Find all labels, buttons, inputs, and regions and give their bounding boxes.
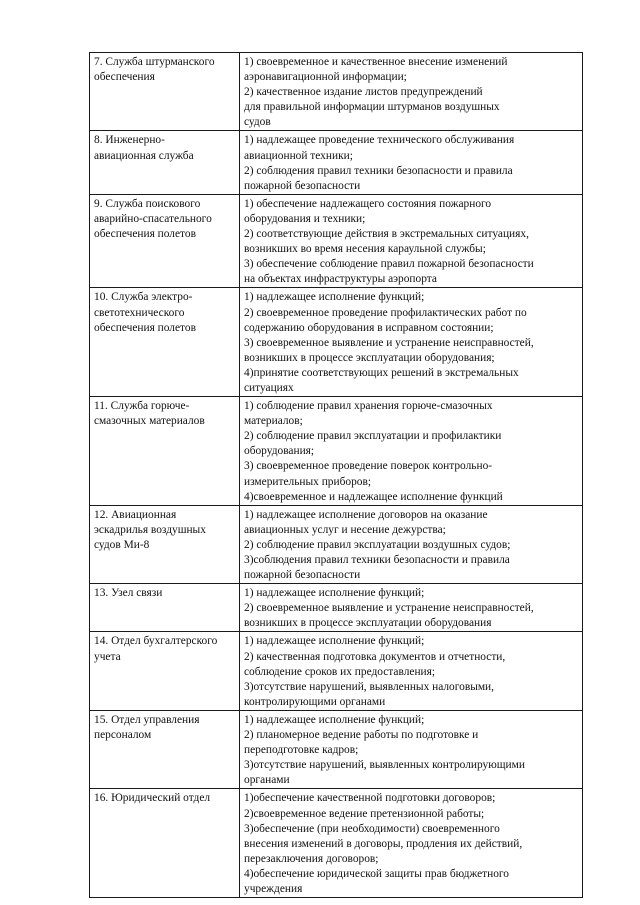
duties-cell (240, 131, 583, 194)
duty-line: 4)обеспечение юридической защиты прав бюджетного (244, 867, 510, 880)
department-line: 11. Служба горюче- (94, 400, 190, 413)
duties-cell (240, 710, 583, 788)
duty-line: 2) качественное издание листов предупреждений (244, 86, 483, 99)
duty-line: 3) своевременное проведение поверок контрольно- (244, 460, 493, 473)
duty-line: 1) обеспечение надлежащего состояния пожарного (244, 197, 492, 210)
duty-line: 1) надлежащее исполнение договоров на оказание (244, 508, 488, 521)
duty-line: 2) качественная подготовка документов и отчетности, (244, 650, 506, 663)
duty-line: на объектах инфраструктуры аэропорта (244, 273, 437, 286)
duty-line: пожарной безопасности (244, 179, 361, 192)
duty-line: 1) своевременное и качественное внесение изменений (244, 56, 508, 68)
duty-line: пожарной безопасности (244, 569, 361, 582)
department-line: 9. Служба поискового (94, 197, 201, 210)
duty-line: аэронавигационной информации; (244, 71, 407, 84)
duty-line: 3)обеспечение (при необходимости) своевременного (244, 822, 500, 835)
duties-cell (240, 789, 583, 898)
duties-cell (240, 632, 583, 710)
duty-line: перезаключения договоров; (244, 852, 379, 865)
department-line: 13. Узел связи (94, 587, 163, 600)
department-line: авиационная служба (94, 149, 194, 162)
department-line: обеспечения (94, 71, 155, 84)
duty-line: 2) соответствующие действия в экстремальных ситуациях, (244, 228, 529, 241)
duty-line: 2)своевременное ведение претензионной работы; (244, 807, 485, 820)
department-line: 15. Отдел управления (94, 713, 200, 726)
duty-line: возникших в процессе эксплуатации оборудования (244, 617, 492, 630)
duties-cell (240, 584, 583, 632)
department-line: 7. Служба штурманского (94, 56, 215, 68)
department-line: персоналом (94, 729, 152, 742)
duties-cell (240, 288, 583, 397)
duty-line: оборудования; (244, 445, 315, 458)
duty-line: 2) своевременное проведение профилактических работ по (244, 306, 527, 319)
table-row (90, 53, 583, 131)
department-line: обеспечения полетов (94, 228, 196, 241)
duty-line: авиационной техники; (244, 149, 353, 162)
duties-cell (240, 505, 583, 583)
department-line: 12. Авиационная (94, 508, 177, 521)
duty-line: 2) планомерное ведение работы по подготовке и (244, 729, 479, 742)
duty-line: 3) своевременное выявление и устранение неисправностей, (244, 336, 534, 349)
duties-cell (240, 194, 583, 288)
department-line: учета (94, 650, 121, 663)
duty-line: авиационных услуг и несение дежурства; (244, 523, 446, 536)
duty-line: переподготовке кадров; (244, 744, 359, 757)
duty-line: 2) своевременное выявление и устранение неисправностей, (244, 602, 534, 615)
department-line: обеспечения полетов (94, 321, 196, 334)
department-line: 8. Инженерно- (94, 134, 165, 147)
duty-line: 3)отсутствие нарушений, выявленных контролирующими (244, 759, 525, 772)
department-line: 14. Отдел бухгалтерского (94, 635, 218, 648)
table-row (90, 710, 583, 788)
department-line: смазочных материалов (94, 415, 205, 428)
duty-line: возникших во время несения караульной службы; (244, 243, 486, 256)
department-cell (90, 397, 240, 506)
department-cell (90, 288, 240, 397)
department-cell (90, 710, 240, 788)
duty-line: органами (244, 774, 290, 787)
duty-line: содержанию оборудования в исправном состоянии; (244, 321, 494, 334)
department-cell (90, 53, 240, 131)
department-line: 10. Служба электро- (94, 291, 193, 304)
duties-cell (240, 397, 583, 506)
department-cell (90, 584, 240, 632)
duty-line: 3)отсутствие нарушений, выявленных налоговыми, (244, 680, 495, 693)
duty-line: измерительных приборов; (244, 475, 372, 488)
duty-line: соблюдение сроков их предоставления; (244, 665, 436, 678)
duty-line: 2) соблюдения правил техники безопасности и правила (244, 164, 513, 177)
department-cell (90, 789, 240, 898)
duty-line: 1) надлежащее проведение технического обслуживания (244, 134, 515, 147)
table-row (90, 397, 583, 506)
duty-line: контролирующими органами (244, 695, 386, 708)
duty-line: для правильной информации штурманов воздушных (244, 101, 500, 114)
duty-line: учреждения (244, 882, 303, 895)
table-row (90, 194, 583, 288)
department-cell (90, 632, 240, 710)
duty-line: внесения изменений в договоры, продления их действий, (244, 837, 523, 850)
table-row (90, 632, 583, 710)
duty-line: 1) надлежащее исполнение функций; (244, 635, 425, 648)
department-cell (90, 505, 240, 583)
department-line: эскадрилья воздушных (94, 523, 206, 536)
duty-line: 4)принятие соответствующих решений в экстремальных (244, 366, 519, 379)
table-body (90, 53, 583, 898)
department-line: аварийно-спасательного (94, 212, 212, 225)
department-line: судов Ми-8 (94, 538, 150, 551)
duty-line: 1) надлежащее исполнение функций; (244, 587, 425, 600)
duty-line: 1)обеспечение качественной подготовки договоров; (244, 792, 496, 805)
duty-line: 3)соблюдения правил техники безопасности и правила (244, 554, 510, 566)
duty-line: 1) соблюдение правил хранения горюче-смазочных (244, 400, 493, 413)
department-cell (90, 194, 240, 288)
duty-line: 2) соблюдение правил эксплуатации и профилактики (244, 430, 502, 443)
duty-line: 2) соблюдение правил эксплуатации воздушных судов; (244, 538, 511, 551)
duty-line: материалов; (244, 415, 303, 428)
duty-line: 1) надлежащее исполнение функций; (244, 713, 425, 726)
table-row (90, 505, 583, 583)
department-line: светотехнического (94, 306, 185, 319)
duty-line: оборудования и техники; (244, 212, 366, 225)
duties-cell (240, 53, 583, 131)
table-row (90, 584, 583, 632)
table-row (90, 789, 583, 898)
table-row (90, 131, 583, 194)
duty-line: ситуациях (244, 381, 294, 394)
duty-line: возникших в процессе эксплуатации оборудования; (244, 351, 495, 364)
duties-table (89, 52, 583, 898)
duty-line: судов (244, 116, 271, 129)
department-line: 16. Юридический отдел (94, 792, 211, 805)
duty-line: 3) обеспечение соблюдение правил пожарной безопасности (244, 258, 534, 271)
duty-line: 1) надлежащее исполнение функций; (244, 291, 425, 304)
duty-line: 4)своевременное и надлежащее исполнение функций (244, 490, 503, 503)
department-cell (90, 131, 240, 194)
table-row (90, 288, 583, 397)
